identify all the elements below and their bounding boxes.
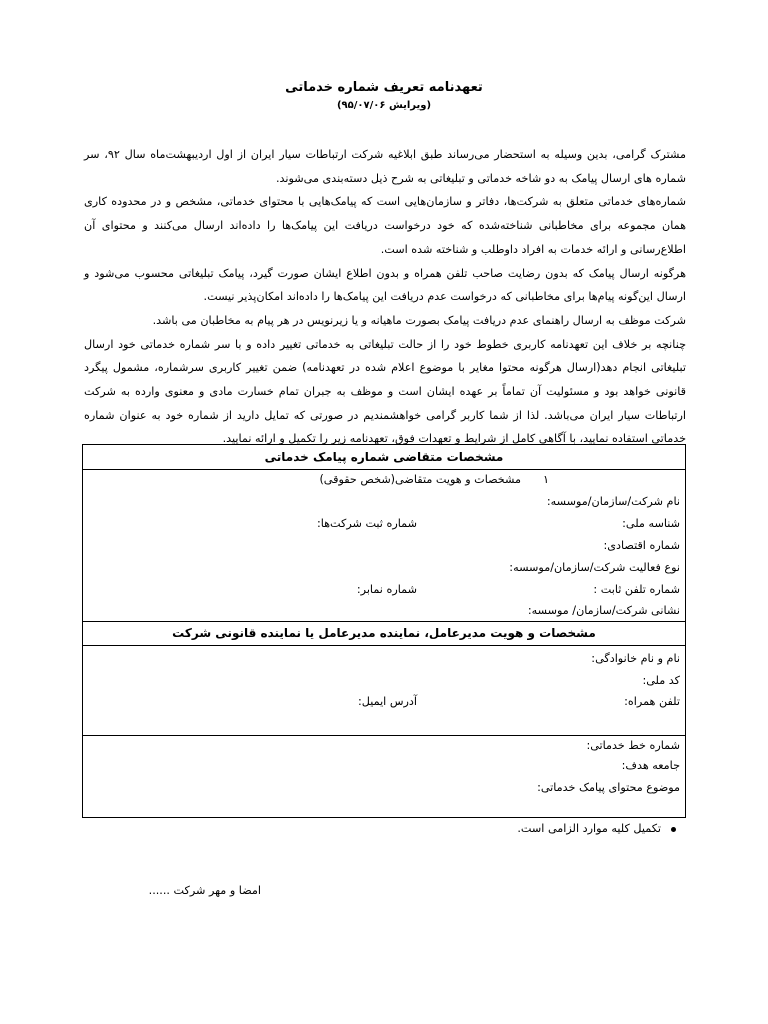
company-name-field[interactable]: نام شرکت/سازمان/موسسه: <box>546 495 680 508</box>
document-title: تعهدنامه تعریف شماره خدماتی <box>285 80 483 95</box>
signature-line: امضا و مهر شرکت ...... <box>148 884 261 897</box>
national-code-field[interactable]: کد ملی: <box>642 674 680 687</box>
activity-type-field[interactable]: نوع فعالیت شرکت/سازمان/موسسه: <box>509 561 680 574</box>
address-field[interactable]: نشانی شرکت/سازمان/ موسسه: <box>527 604 680 617</box>
intro-paragraph: چنانچه بر خلاف این تعهدنامه کاربری خطوط خود را از حالت تبلیغاتی به خدماتی تغییر داده و با سر شماره خدماتی خود ارسال تبلیغاتی انجام دهد(ارسال هرگونه محتوا مغایر با موضوع اعلام شده در تعهدنامه) ضمن تغییر کاربری سرشماره، مشمول پیگرد قانونی خواهد بود و مسئولیت آن تماماً بر عهده ایشان است و موظف به جبران تمام خسارت مادی و معنوی وارده به شرکت ارتباطات سیار ایران می‌باشد. لذا از شما کاربر گرامی خواهشمندیم در صورتی که تمایل دارید از شماره خود به عنوان شماره خدماتی استفاده نمایید، با آگاهی کامل از شرایط و تعهدات فوق، تعهدنامه زیر را تکمیل و ارائه نمایید. <box>84 337 686 446</box>
section-title-legal-entity: مشخصات و هویت متقاضی(شخص حقوقی) <box>319 473 521 486</box>
bullet-icon <box>671 827 676 832</box>
mobile-field[interactable]: تلفن همراه: <box>624 695 680 708</box>
intro-paragraph: شرکت موظف به ارسال راهنمای عدم دریافت پیامک بصورت ماهیانه و یا زیرنویس در هر پیام به مخاطبان می باشد. <box>152 313 686 327</box>
section-number: ۱ <box>542 473 549 486</box>
divider <box>83 469 685 470</box>
section-header-requester: مشخصات متقاضی شماره پیامک خدماتی <box>264 450 504 464</box>
fax-field[interactable]: شماره نمابر: <box>356 583 417 596</box>
sms-topic-field[interactable]: موضوع محتوای پیامک خدماتی: <box>537 781 680 794</box>
intro-text <box>84 143 686 451</box>
landline-field[interactable]: شماره تلفن ثابت : <box>593 583 680 596</box>
target-audience-field[interactable]: جامعه هدف: <box>621 759 680 772</box>
application-form <box>82 444 686 818</box>
mandatory-note <box>517 822 676 835</box>
intro-paragraph: شماره‌های خدماتی متعلق به شرکت‌ها، دفاتر و سازمان‌هایی است که پیامک‌هایی با محتوای خدماتی، مشخص و در محدوده کاری همان مجموعه برای مخاطبانی شناخته‌شده که خود درخواست دریافت این پیامک‌ها را داده‌اند ارسال می‌کنند و محتوای آن اطلاع‌رسانی و ارائه خدمات به افراد داوطلب و شناخته شده است. <box>84 195 686 256</box>
registration-number-field[interactable]: شماره ثبت شرکت‌ها: <box>316 517 417 530</box>
national-id-field[interactable]: شناسه ملی: <box>622 517 680 530</box>
email-field[interactable]: آدرس ایمیل: <box>357 695 417 708</box>
document-version: (ویرایش ۹۵/۰۷/۰۶) <box>336 100 432 111</box>
divider <box>83 645 685 646</box>
intro-paragraph: مشترک گرامی، بدین وسیله به استحضار می‌رساند طبق ابلاغیه شرکت ارتباطات سیار ایران از اول اردیبهشت‌ماه سال ۹۲، سر شماره های ارسال پیامک به دو شاخه خدماتی و تبلیغاتی به شرح ذیل دسته‌بندی می‌شوند. <box>84 148 686 185</box>
mandatory-note-text: تکمیل کلیه موارد الزامی است. <box>517 822 661 835</box>
service-line-field[interactable]: شماره خط خدماتی: <box>586 739 680 752</box>
section-header-ceo: مشخصات و هویت مدیرعامل، نماینده مدیرعامل یا نماینده قانونی شرکت <box>172 626 596 640</box>
intro-paragraph: هرگونه ارسال پیامک که بدون رضایت صاحب تلفن همراه و بدون اطلاع ایشان صورت گیرد، پیامک تبلیغاتی محسوب می‌شود و ارسال این‌گونه پیام‌ها برای مخاطبانی که درخواست عدم دریافت این پیامک‌ها را داده‌اند امکان‌پذیر نیست. <box>84 266 686 304</box>
divider <box>83 735 685 736</box>
economic-code-field[interactable]: شماره اقتصادی: <box>603 539 680 552</box>
full-name-field[interactable]: نام و نام خانوادگی: <box>591 652 680 665</box>
